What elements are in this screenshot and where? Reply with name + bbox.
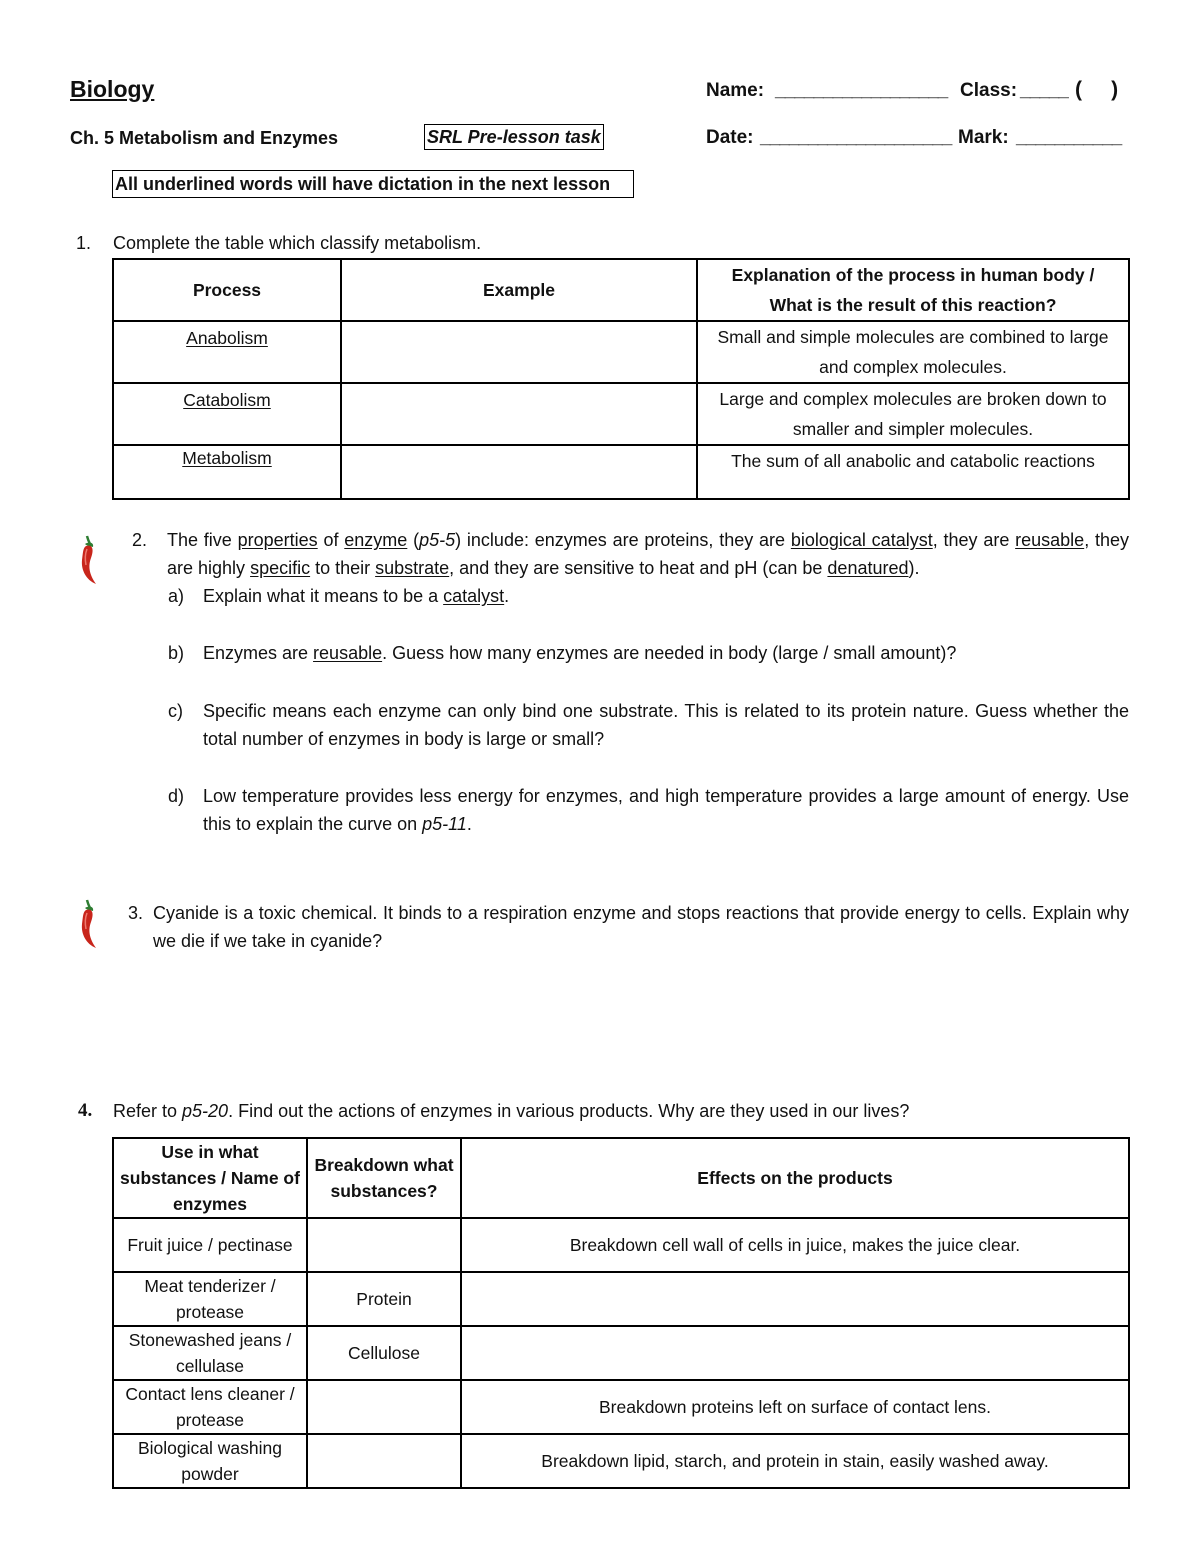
q2d-text: Low temperature provides less energy for enzymes, and high temperature provides a large amount of energy. Use this to explain the curve on p5-11. — [203, 786, 1129, 834]
table-row — [113, 383, 1129, 445]
use-cell: Biological washing powder — [113, 1434, 307, 1488]
effect-cell[interactable] — [461, 1326, 1129, 1380]
chili-pepper-icon — [76, 534, 102, 588]
table-row — [113, 1434, 1129, 1488]
explanation-cell: Large and complex molecules are broken down to smaller and simpler molecules. — [697, 383, 1129, 445]
q2c-text: Specific means each enzyme can only bind one substrate. This is related to its protein nature. Guess whether the total number of enzymes in body is large or small? — [203, 701, 1129, 749]
header-process: Process — [113, 259, 341, 321]
header-example: Example — [341, 259, 697, 321]
table-header-row — [113, 1138, 1129, 1218]
breakdown-cell[interactable] — [307, 1218, 461, 1272]
q4-text: Refer to p5-20. Find out the actions of enzymes in various products. Why are they used in our lives? — [113, 1101, 910, 1121]
chili-pepper-icon — [76, 898, 102, 952]
term-substrate: substrate — [375, 558, 450, 578]
q2b-label: b) — [168, 643, 185, 663]
term-catalyst: catalyst — [443, 586, 505, 606]
process-anabolism: Anabolism — [186, 328, 268, 348]
table-row — [113, 321, 1129, 383]
effect-cell[interactable] — [461, 1272, 1129, 1326]
term-enzyme: enzyme — [344, 530, 408, 550]
explanation-cell: The sum of all anabolic and catabolic reactions — [697, 445, 1129, 499]
metabolism-table — [112, 258, 1130, 500]
term-denatured: denatured — [827, 558, 909, 578]
breakdown-cell: Protein — [307, 1272, 461, 1326]
breakdown-cell[interactable] — [307, 1434, 461, 1488]
class-label: Class: — [960, 80, 1018, 101]
header-use: Use in what substances / Name of enzymes — [113, 1138, 307, 1218]
term-reusable: reusable — [1015, 530, 1085, 550]
example-cell[interactable] — [341, 383, 697, 445]
name-label: Name: — [706, 80, 765, 101]
table-row — [113, 1326, 1129, 1380]
header-explanation: Explanation of the process in human body / What is the result of this reaction? — [697, 259, 1129, 321]
q4-number: 4. — [78, 1100, 93, 1121]
term-biological-catalyst: biological catalyst — [790, 530, 933, 550]
class-number-paren: ( ) — [1075, 78, 1119, 101]
q3-text: Cyanide is a toxic chemical. It binds to a respiration enzyme and stops reactions that provide energy to cells. Explain why we die if we take in cyanide? — [153, 903, 1129, 951]
date-label: Date: — [706, 127, 754, 148]
task-label: SRL Pre-lesson task — [424, 124, 604, 150]
use-cell: Contact lens cleaner / protease — [113, 1380, 307, 1434]
class-blank: _____ — [1020, 80, 1068, 101]
breakdown-cell[interactable] — [307, 1380, 461, 1434]
effect-cell: Breakdown lipid, starch, and protein in stain, easily washed away. — [461, 1434, 1129, 1488]
page-ref: p5-11 — [422, 814, 467, 834]
chapter-title: Ch. 5 Metabolism and Enzymes — [70, 128, 339, 148]
name-blank: __________________ — [775, 80, 948, 101]
use-cell: Stonewashed jeans / cellulase — [113, 1326, 307, 1380]
use-cell: Meat tenderizer / protease — [113, 1272, 307, 1326]
table-header-row — [113, 259, 1129, 321]
table-row — [113, 1218, 1129, 1272]
process-metabolism: Metabolism — [182, 448, 272, 468]
explanation-cell: Small and simple molecules are combined to large and complex molecules. — [697, 321, 1129, 383]
page-ref: p5-5 — [419, 530, 456, 550]
page-title: Biology — [70, 76, 155, 102]
page-ref: p5-20 — [182, 1101, 229, 1121]
term-reusable: reusable — [313, 643, 383, 663]
example-cell[interactable] — [341, 445, 697, 499]
enzyme-products-table — [112, 1137, 1130, 1489]
table-row — [113, 1272, 1129, 1326]
q2a-text: Explain what it means to be a catalyst. — [203, 586, 510, 606]
breakdown-cell: Cellulose — [307, 1326, 461, 1380]
mark-label: Mark: — [958, 127, 1009, 148]
dictation-notice: All underlined words will have dictation in the next lesson — [112, 170, 634, 198]
term-properties: properties — [237, 530, 318, 550]
q1-prompt: Complete the table which classify metabolism. — [113, 233, 482, 253]
date-blank: ____________________ — [760, 127, 952, 148]
header-effects: Effects on the products — [461, 1138, 1129, 1218]
mark-blank: ___________ — [1016, 127, 1122, 148]
q2a-label: a) — [168, 586, 185, 606]
effect-cell: Breakdown cell wall of cells in juice, makes the juice clear. — [461, 1218, 1129, 1272]
example-cell[interactable] — [341, 321, 697, 383]
table-row — [113, 445, 1129, 499]
term-specific: specific — [250, 558, 311, 578]
header-breakdown: Breakdown what substances? — [307, 1138, 461, 1218]
effect-cell: Breakdown proteins left on surface of contact lens. — [461, 1380, 1129, 1434]
q2b-text: Enzymes are reusable. Guess how many enzymes are needed in body (large / small amount)? — [203, 643, 957, 663]
q2-number: 2. — [132, 530, 148, 550]
q3-number: 3. — [128, 903, 144, 923]
q2d-label: d) — [168, 786, 185, 806]
use-cell: Fruit juice / pectinase — [113, 1218, 307, 1272]
q2-text: The five properties of enzyme (p5-5) include: enzymes are proteins, they are biological catalyst, they are reusable, they are highly specific to their substrate, and they are sensitive to heat and pH (can be denatured). — [167, 530, 1130, 578]
process-catabolism: Catabolism — [183, 390, 271, 410]
q1-number: 1. — [76, 233, 92, 253]
table-row — [113, 1380, 1129, 1434]
q2c-label: c) — [168, 701, 183, 721]
